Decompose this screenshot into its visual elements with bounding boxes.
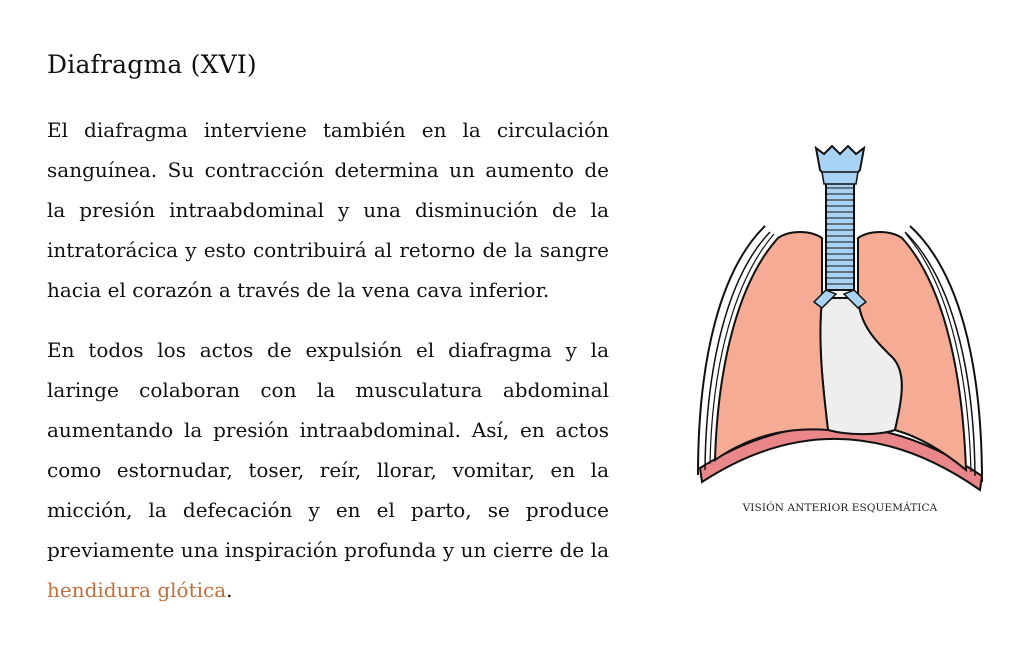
paragraph-circulation: El diafragma interviene también en la circulación sanguínea. Su contracción determina un aumento de la presión intraabdominal y una disminución de la intratorácica y esto contribuirá al retorno de la sangre hacia el corazón a través de la vena cava inferior. [47, 118, 609, 302]
lungs-illustration [690, 130, 990, 500]
hendidura-glotica-link[interactable]: hendidura glótica [47, 578, 227, 602]
paragraph-expulsion-end: . [226, 578, 233, 602]
cricoid [822, 172, 858, 184]
trachea [826, 180, 854, 290]
left-lung [715, 232, 828, 460]
figure-caption: VISIÓN ANTERIOR ESQUEMÁTICA [742, 502, 938, 514]
body-text [47, 110, 609, 610]
paragraph-expulsion-text: En todos los actos de expulsión el diafragma y la laringe colaboran con la musculatura abdominal aumentando la presión intraabdominal. Así, en actos como estornudar, toser, reír, llorar, vomitar, en la micción, la defecación y en el parto, se produce previamente una inspiración profunda y un cierre de la [47, 338, 609, 562]
paragraph-expulsion [47, 330, 609, 610]
page-title: Diafragma (XVI) [47, 50, 257, 79]
lungs-diagram [690, 130, 990, 530]
